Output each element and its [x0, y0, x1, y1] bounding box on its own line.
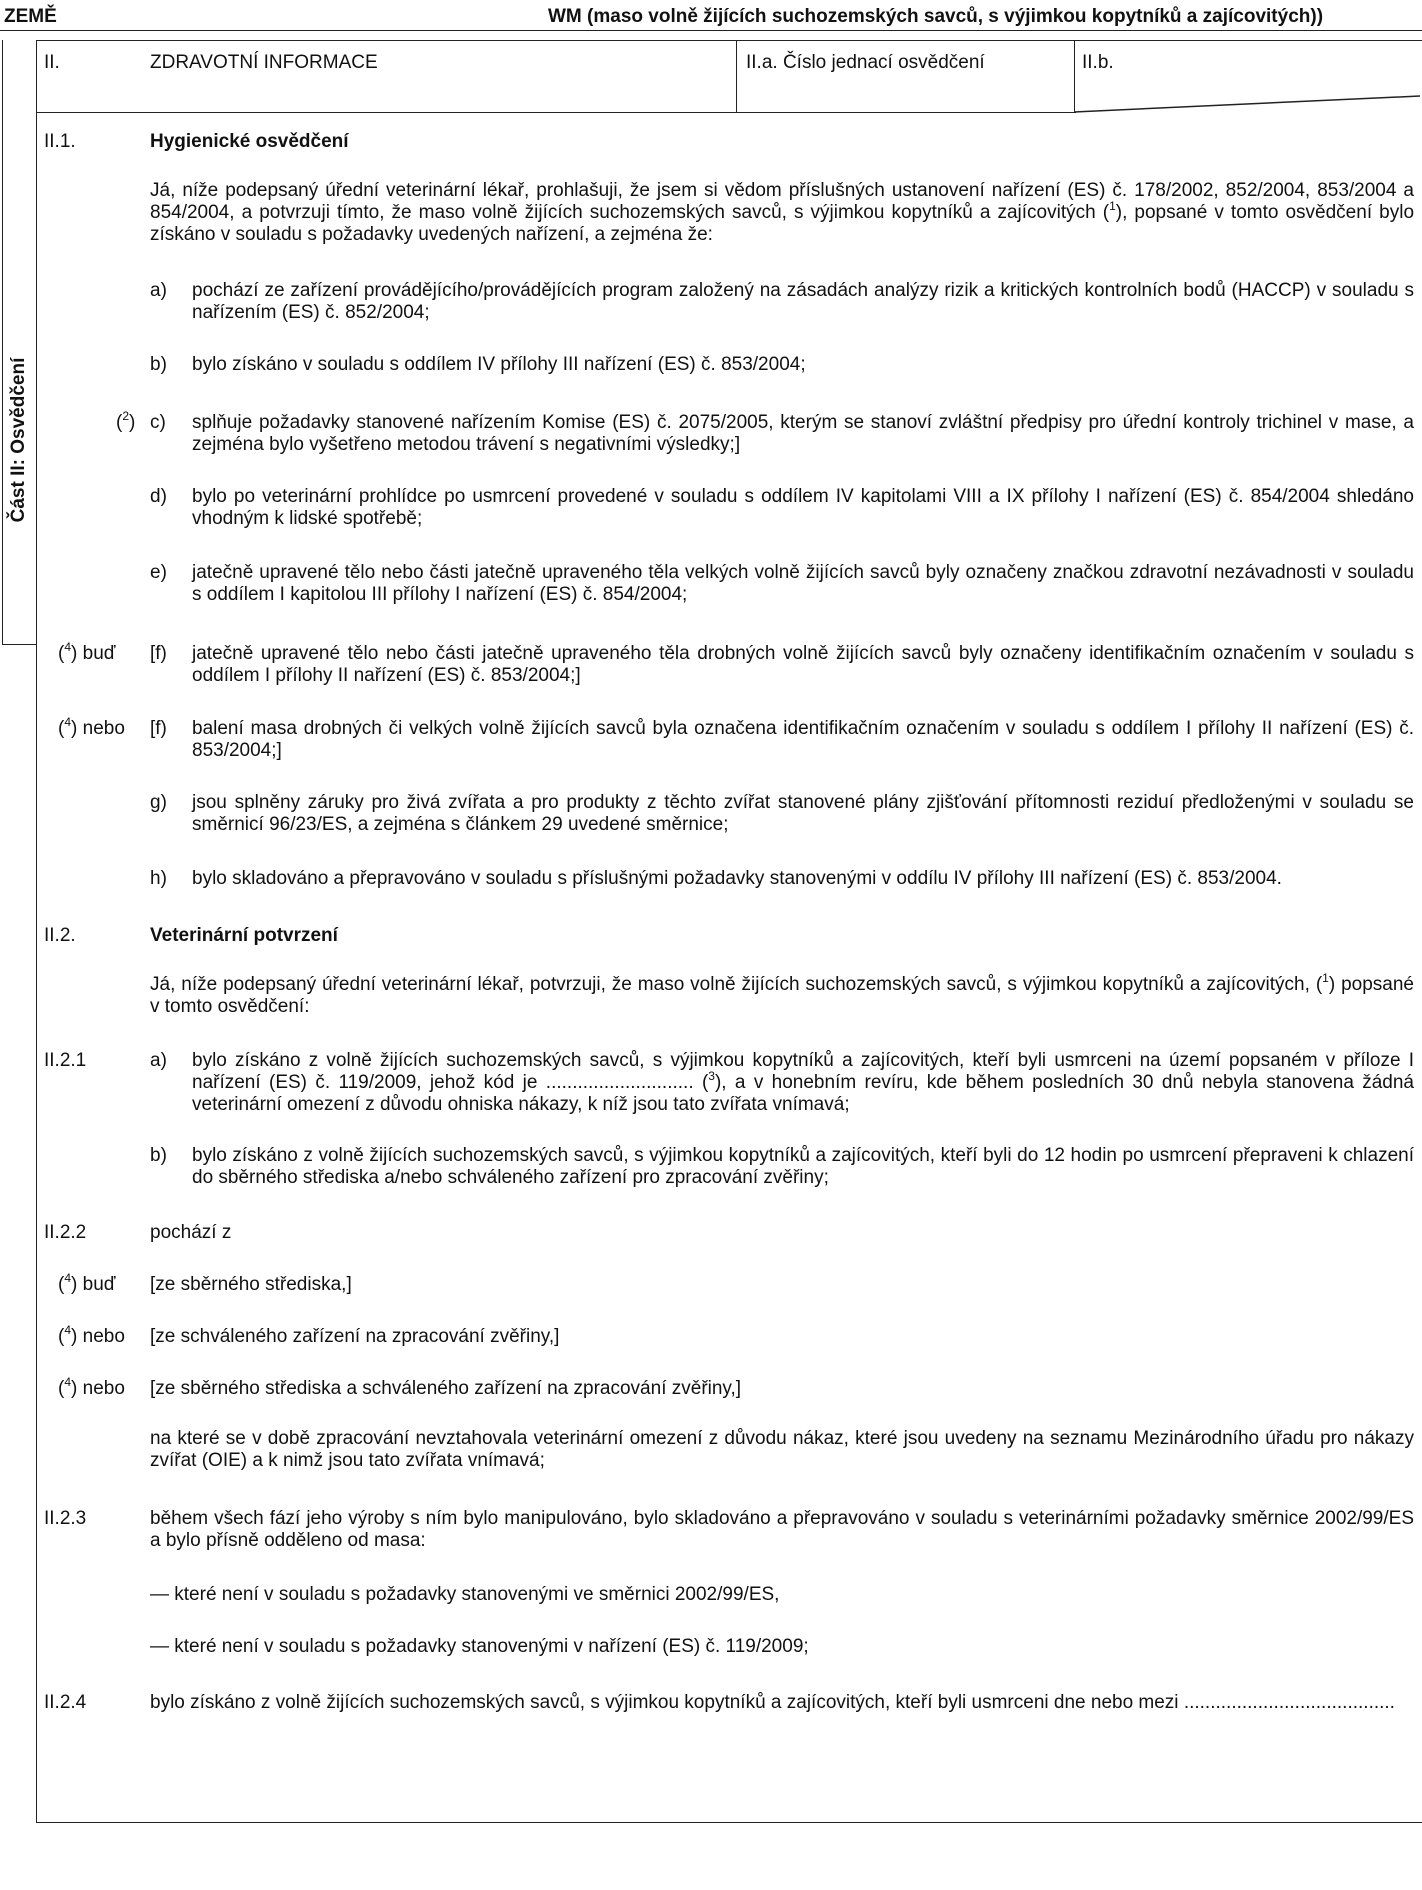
s23-text: během všech fází jeho výroby s ním bylo manipulováno, bylo skladováno a přepravováno v souladu s veterinárními požadavky směrnice 2002/99/ES a bylo přísně odděleno od masa: [150, 1508, 1414, 1551]
country-label: ZEMĚ [4, 6, 57, 27]
s22-option-1: [ze sběrného střediska,] [150, 1274, 352, 1295]
box-bottom-rule [36, 112, 1076, 113]
s1-f2-text: balení masa drobných či velkých volně žijících savců byla označena identifikačním označením v souladu s oddílem I přílohy II nařízení (ES) č. 853/2004;] [192, 718, 1414, 761]
s1-c-note: ($^2$) [116, 408, 136, 433]
s21-a-text: bylo získáno z volně žijících suchozemských savců, s výjimkou kopytníků a zajícovitých, kteří byli usmrceni na území popsaném v příloze I nařízení (ES) č. 119/2009, jehož kód je ............................ ($^3$), a v honebním revíru, kde během posledních 30 dnů nebyla stanovena žádná veterinární omezení z důvodu ohniska nákazy, k níž jsou tato zvířata vnímavá; [192, 1050, 1415, 1115]
s1-d-label: d) [150, 486, 167, 507]
side-tab-bottom-rule [2, 644, 36, 645]
s1-g-text: jsou splněny záruky pro živá zvířata a pro produkty z těchto zvířat stanovené plány zjišťování přítomnosti reziduí předloženými v souladu se směrnicí 96/23/ES, a zejména s článkem 29 uvedené směrnice; [192, 792, 1414, 835]
s24-number: II.2.4 [44, 1692, 87, 1713]
model-title: WM (maso volně žijících suchozemských savců, s výjimkou kopytníků a zajícovitých)) [548, 6, 1324, 27]
s2-number: II.2. [44, 925, 76, 946]
s22-option-3-word: ($^4$) nebo [58, 1374, 125, 1399]
section-number: II. [44, 52, 60, 73]
s2-title: Veterinární potvrzení [150, 925, 338, 946]
s21-number: II.2.1 [44, 1050, 87, 1071]
s1-e-label: e) [150, 562, 167, 583]
iib-label: II.b. [1082, 52, 1114, 73]
s1-f1-label: [f) [150, 643, 167, 664]
s22-option-2: [ze schváleného zařízení na zpracování zvěřiny,] [150, 1326, 560, 1347]
s1-b-text: bylo získáno v souladu s oddílem IV přílohy III nařízení (ES) č. 853/2004; [192, 354, 806, 375]
s1-h-text: bylo skladováno a přepravováno v souladu s příslušnými požadavky stanovenými v oddílu IV přílohy III nařízení (ES) č. 853/2004. [192, 868, 1282, 889]
s21-b-text: bylo získáno z volně žijících suchozemských savců, s výjimkou kopytníků a zajícovitých, kteří byli do 12 hodin po usmrcení přepraveni k chlazení do sběrného střediska a/nebo schváleného zařízení pro zpracování zvěřiny; [192, 1145, 1414, 1188]
header-rule [0, 30, 1422, 31]
s1-f1-text: jatečně upravené tělo nebo části jatečně upraveného těla drobných volně žijících savců byly označeny identifikačním označením v souladu s oddílem I přílohy II nařízení (ES) č. 853/2004;] [192, 643, 1414, 686]
s23-number: II.2.3 [44, 1508, 87, 1529]
s1-intro: Já, níže podepsaný úřední veterinární lékař, prohlašuji, že jsem si vědom příslušných ustanovení nařízení (ES) č. 178/2002, 852/2004, 853/2004 a 854/2004, a potvrzuji tímto, že maso volně žijících suchozemských savců, s výjimkou kopytníků a zajícovitých ($^1$), popsané v tomto osvědčení bylo získáno v souladu s požadavky uvedených nařízení, a zejména že: [150, 180, 1415, 245]
s23-dash-2: — které není v souladu s požadavky stanovenými v nařízení (ES) č. 119/2009; [150, 1636, 809, 1657]
s22-option-3: [ze sběrného střediska a schváleného zařízení na zpracování zvěřiny,] [150, 1378, 742, 1399]
s1-title: Hygienické osvědčení [150, 131, 349, 152]
s22-number: II.2.2 [44, 1222, 87, 1243]
side-label: Část II: Osvědčení [8, 357, 29, 523]
s1-f1-option: ($^4$) buď [58, 639, 116, 664]
s1-d-text: bylo po veterinární prohlídce po usmrcení provedené v souladu s oddílem IV kapitolami VIII a IX přílohy I nařízení (ES) č. 854/2004 shledáno vhodným k lidské spotřebě; [192, 486, 1414, 529]
s1-c-label: c) [150, 412, 166, 433]
s1-e-text: jatečně upravené tělo nebo části jatečně upraveného těla velkých volně žijících savců byly označeny značkou zdravotní nezávadnosti v souladu s oddílem I kapitolou III přílohy I nařízení (ES) č. 854/2004; [192, 562, 1414, 605]
box-diagonal-rule [1074, 40, 1422, 114]
s1-f2-option: ($^4$) nebo [58, 714, 125, 739]
s1-f2-label: [f) [150, 718, 167, 739]
section-title: ZDRAVOTNÍ INFORMACE [150, 52, 378, 73]
s22-tail: na které se v době zpracování nevztahovala veterinární omezení z důvodu nákaz, které jsou uvedeny na seznamu Mezinárodního úřadu pro nákazy zvířat (OIE) a k nimž jsou tato zvířata vnímavá; [150, 1428, 1414, 1471]
s1-a-text: pochází ze zařízení provádějícího/provádějících program založený na zásadách analýzy rizik a kritických kontrolních bodů (HACCP) v souladu s nařízením (ES) č. 852/2004; [192, 280, 1414, 323]
s24-text: bylo získáno z volně žijících suchozemských savců, s výjimkou kopytníků a zajícovitých, kteří byli usmrceni dne nebo mezi ........................................ [150, 1692, 1395, 1713]
s2-intro: Já, níže podepsaný úřední veterinární lékař, potvrzuji, že maso volně žijících suchozemských savců, s výjimkou kopytníků a zajícovitých, ($^1$) popsané v tomto osvědčení: [150, 970, 1414, 1017]
box-divider-1 [736, 40, 737, 112]
s22-option-1-word: ($^4$) buď [58, 1270, 116, 1295]
s1-c-text: splňuje požadavky stanovené nařízením Komise (ES) č. 2075/2005, kterým se stanoví zvláštní předpisy pro úřední kontroly trichinel v mase, a zejména bylo vyšetřeno metodou trávení s negativními výsledky;] [192, 412, 1414, 455]
s21-b-label: b) [150, 1145, 167, 1166]
s1-g-label: g) [150, 792, 167, 813]
s1-h-label: h) [150, 868, 167, 889]
s21-a-label: a) [150, 1050, 167, 1071]
reference-number-label: II.a. Číslo jednací osvědčení [746, 52, 985, 73]
outer-left-rule [2, 40, 3, 644]
s1-a-label: a) [150, 280, 167, 301]
form-bottom-rule [36, 1822, 1422, 1823]
s1-b-label: b) [150, 354, 167, 375]
s1-number: II.1. [44, 131, 76, 152]
s22-text: pochází z [150, 1222, 232, 1243]
s22-option-2-word: ($^4$) nebo [58, 1322, 125, 1347]
s23-dash-1: — které není v souladu s požadavky stanovenými ve směrnici 2002/99/ES, [150, 1584, 780, 1605]
inner-left-rule [36, 40, 37, 1822]
